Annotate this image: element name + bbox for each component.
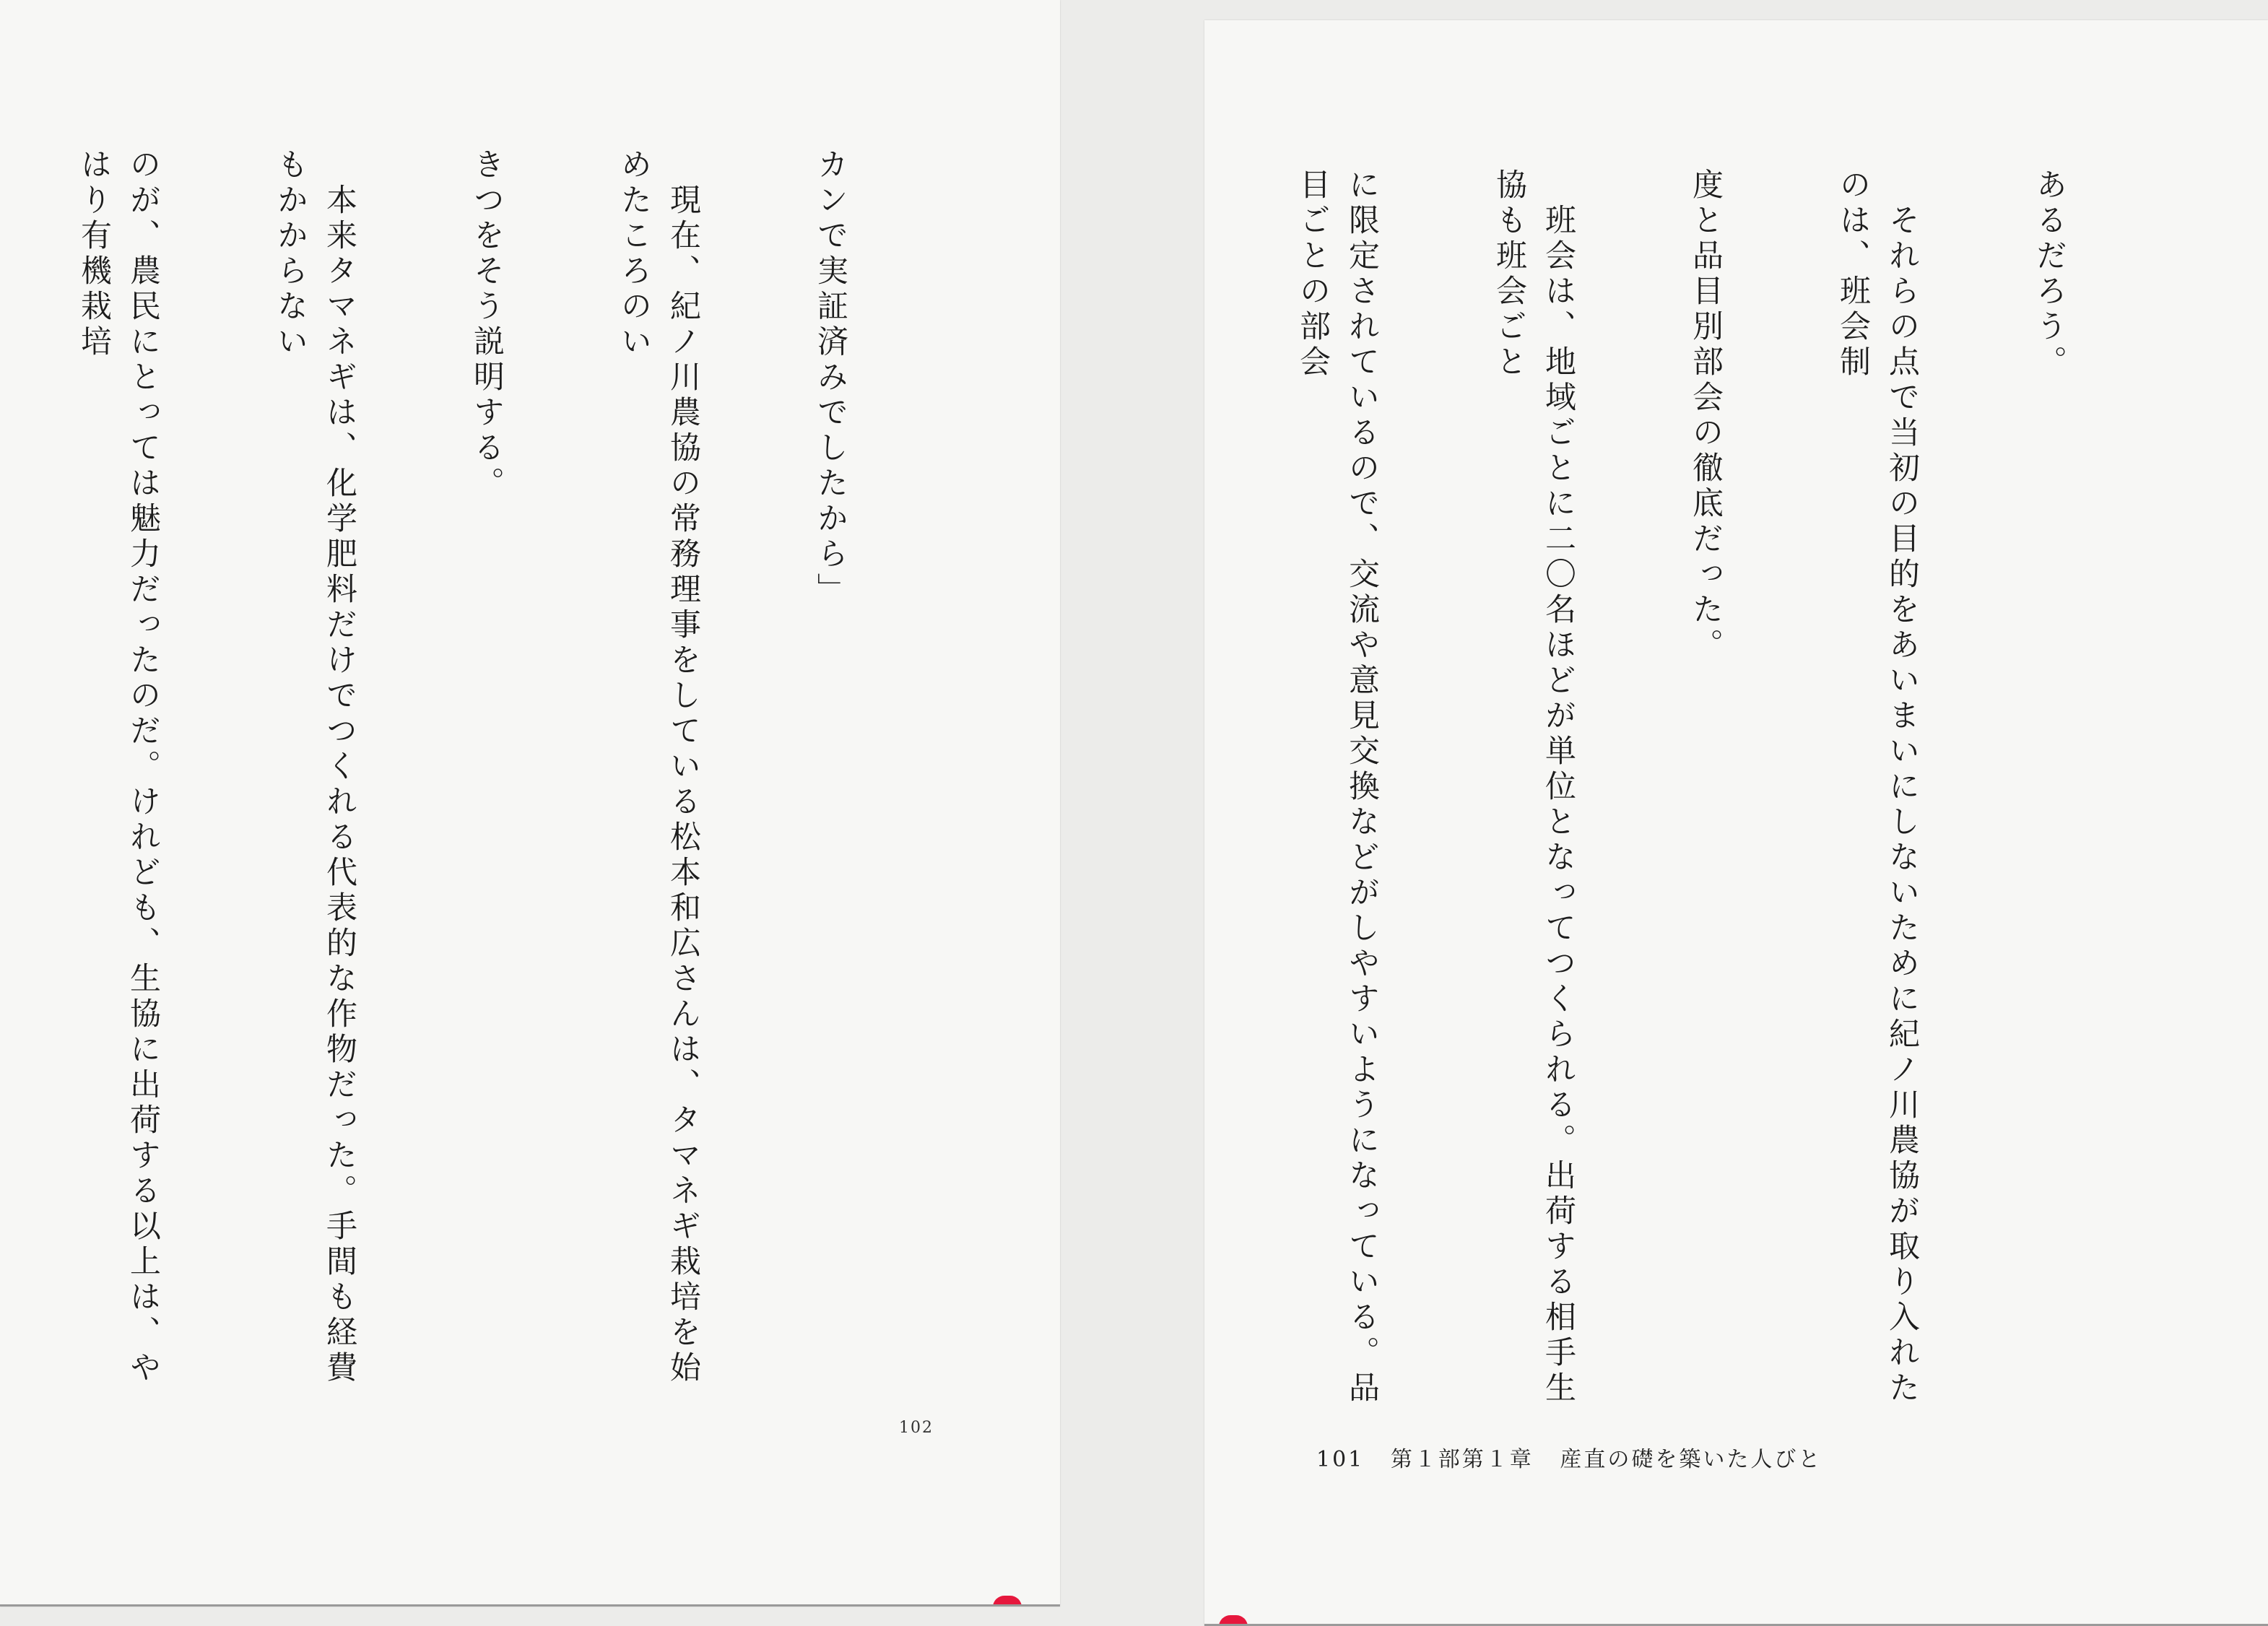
page-number: 102 bbox=[899, 1419, 934, 1437]
right-book-page bbox=[1204, 20, 2268, 1626]
text-column: 現在、紀ノ川農協の常務理事をしている松本和広さんは、タマネギ栽培を始めたころのい bbox=[616, 148, 701, 1386]
text-column: カンで実証済みでしたから」 bbox=[812, 148, 848, 608]
left-book-page bbox=[0, 0, 1060, 1607]
page-edge-tab bbox=[1219, 1615, 1248, 1626]
left-page-body-text bbox=[76, 148, 953, 1412]
text-column: あるだろう。 bbox=[2031, 168, 2067, 381]
text-column: 班会は、地域ごとに二〇名ほどが単位となってつくられる。出荷する相手生協も班会ごと bbox=[1491, 168, 1576, 1407]
text-column: に限定されているので、交流や意見交換などがしやすいようになっている。品目ごとの部会 bbox=[1295, 168, 1380, 1407]
text-column: 本来タマネギは、化学肥料だけでつくれる代表的な作物だった。手間も経費もかからない bbox=[272, 148, 357, 1386]
running-footer bbox=[1316, 1441, 1839, 1473]
page-edge-tab bbox=[993, 1596, 1022, 1607]
page-number: 101 bbox=[1316, 1447, 1365, 1472]
text-column: きつをそう説明する。 bbox=[469, 148, 505, 502]
right-page-body-text bbox=[1295, 168, 2172, 1432]
text-column: それらの点で当初の目的をあいまいにしないために紀ノ川農協が取り入れたのは、班会制 bbox=[1835, 168, 1920, 1407]
text-column: のが、農民にとっては魅力だったのだ。けれども、生協に出荷する以上は、やはり有機栽培 bbox=[76, 148, 161, 1386]
text-column: 度と品目別部会の徹底だった。 bbox=[1687, 168, 1724, 664]
running-head-chapter: 産直の礎を築いた人びと bbox=[1560, 1447, 1822, 1472]
running-head-part: 第１部第１章 bbox=[1390, 1447, 1534, 1472]
